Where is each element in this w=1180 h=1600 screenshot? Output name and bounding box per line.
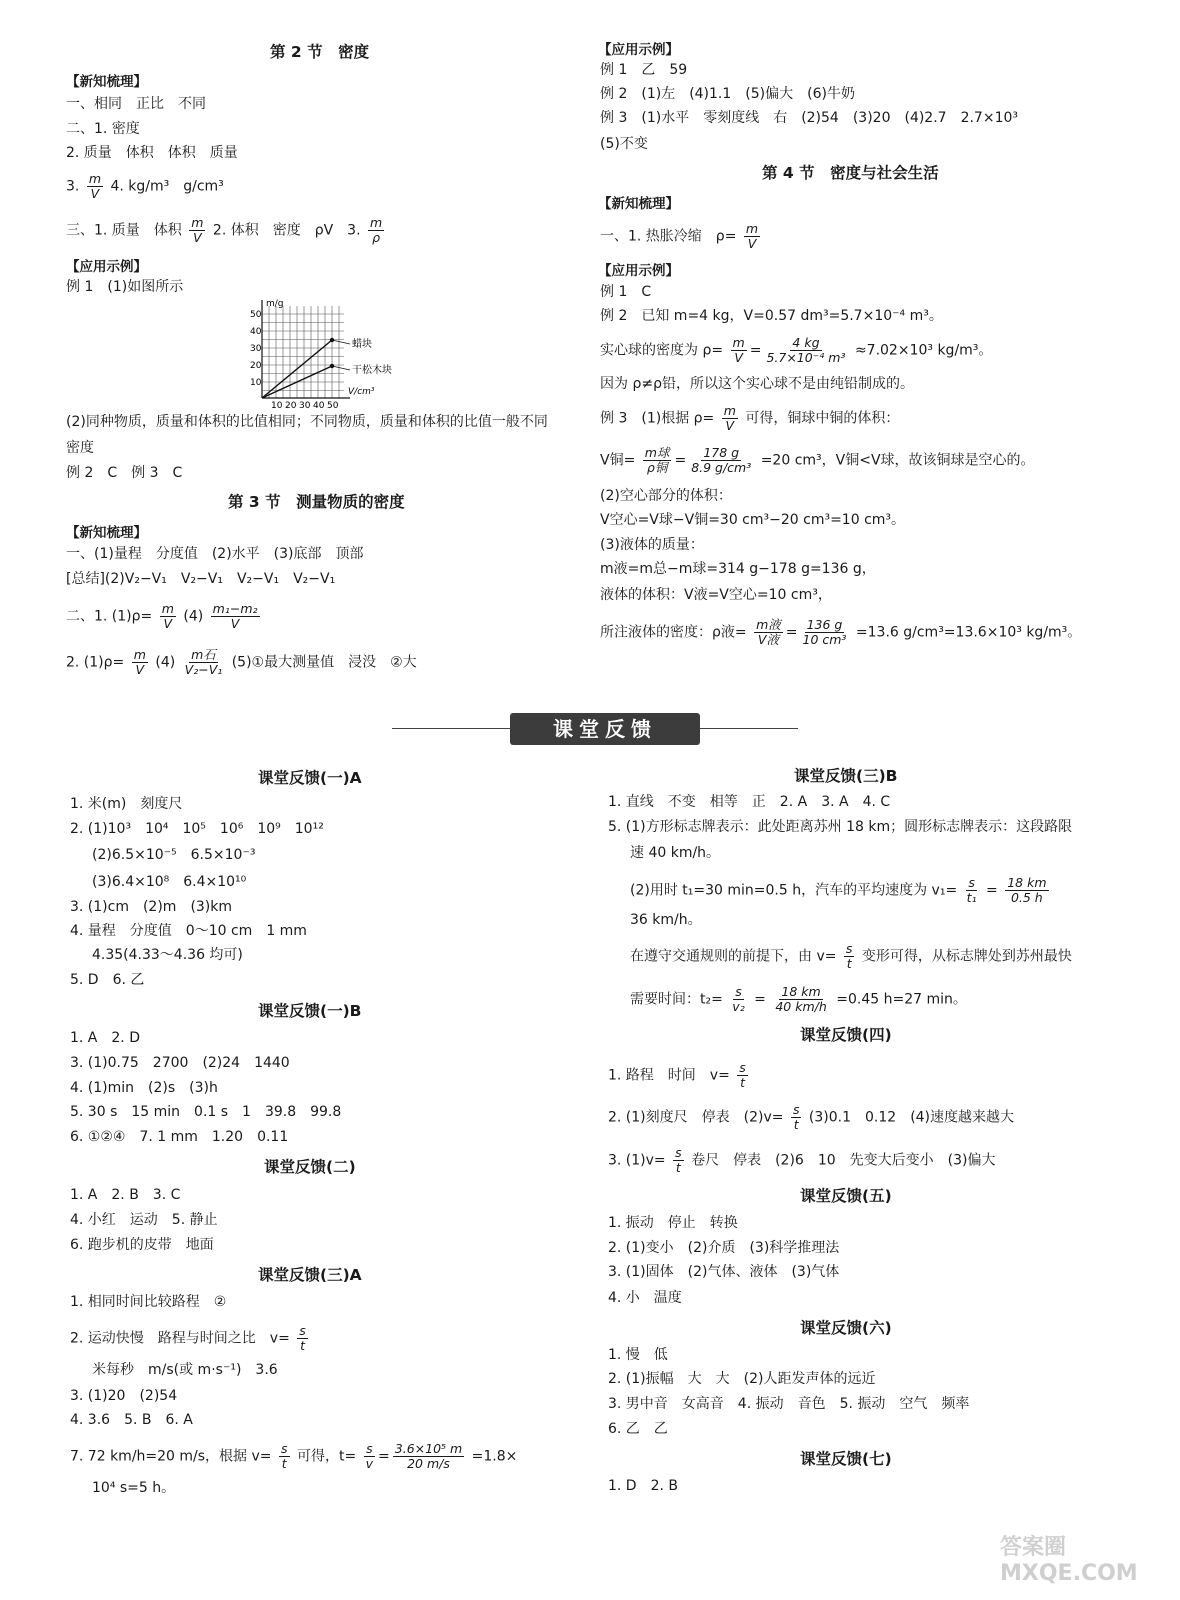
feedback-3a-title: 课堂反馈(三)A — [258, 1266, 362, 1284]
fb6-line: 1. 慢 低 — [608, 1347, 668, 1363]
fb1a-line: (3)6.4×10⁸ 6.4×10¹⁰ — [92, 874, 247, 890]
fraction-s-over-t: $\frac{s}{t}$ — [739, 1060, 746, 1090]
s4-example-3: 例 3 (1)根据 ρ= $\frac{m}{V}$ 可得，铜球中铜的体积： — [600, 403, 900, 433]
watermark-logo: 答案圈 MXQE.COM — [1000, 1535, 1138, 1586]
fb3b-line-3: 速 40 km/h。 — [630, 845, 721, 861]
r-example-3: 例 3 (1)水平 零刻度线 右 (2)54 (3)20 (4)2.7 2.7×10³ — [600, 110, 1018, 126]
fb3a-line-7: 10⁴ s=5 h。 — [92, 1480, 176, 1496]
y-tick: 20 — [250, 361, 262, 371]
x-tick: 20 — [285, 401, 297, 411]
fb1a-line: (2)6.5×10⁻⁵ 6.5×10⁻³ — [92, 847, 256, 863]
tag-new-knowledge: 【新知梳理】 — [66, 525, 147, 541]
s4-example-3-e: (3)液体的质量： — [600, 537, 704, 553]
fraction-mye-over-vye: $\frac{\text{m液}}{\text{V液}}$ — [756, 617, 781, 647]
s2-examples-2-3: 例 2 C 例 3 C — [66, 465, 183, 481]
fb3a-line-2: 2. 运动快慢 路程与时间之比 v= $\frac{s}{t}$ — [70, 1323, 306, 1353]
fraction-m-over-v: $\frac{m}{V}$ — [723, 403, 736, 433]
fraction-distance-over-speed: $\frac{\text{3.6×10⁵ m}}{20 m/s}$ — [394, 1441, 463, 1471]
fb5-line: 1. 振动 停止 转换 — [608, 1215, 738, 1231]
graph-x-label: V/cm³ — [348, 387, 375, 397]
fraction-m-over-v: $\frac{m}{V}$ — [745, 221, 759, 251]
s3-line-3: 二、1. (1)ρ= $\frac{m}{V}$ (4) $\frac{\text{m₁−m₂}}{V}$ — [66, 601, 258, 631]
mass-volume-graph — [232, 296, 412, 411]
fraction-m-over-v: $\frac{m}{V}$ — [88, 171, 101, 201]
s4-example-3-c: (2)空心部分的体积： — [600, 488, 732, 504]
section-2-title: 第 2 节 密度 — [270, 43, 370, 61]
series-label-pine: 干松木块 — [352, 365, 392, 376]
feedback-2-title: 课堂反馈(二) — [264, 1158, 356, 1176]
y-tick: 10 — [250, 378, 262, 388]
s2-line-5: 三、1. 质量 体积 $\frac{m}{V}$ 2. 体积 密度 ρV 3. $\frac{m}{\rho}$ — [66, 215, 383, 245]
s2-example-1: 例 1 (1)如图所示 — [66, 279, 184, 295]
fb7-line-1: 1. D 2. B — [608, 1478, 678, 1494]
s2-line-3: 2. 质量 体积 体积 质量 — [66, 145, 238, 161]
feedback-1a-title: 课堂反馈(一)A — [258, 769, 362, 787]
feedback-4-title: 课堂反馈(四) — [800, 1026, 892, 1044]
fb1a-line: 3. (1)cm (2)m (3)km — [70, 899, 233, 915]
fb3a-line-6: 7. 72 km/h=20 m/s，根据 v= $\frac{s}{t}$ 可得，t= $\frac{s}{v}$ = $\frac{\text{3.6×10⁵ m}}{20 m/s}$ =1.8× — [70, 1441, 518, 1471]
fb1a-line: 1. 米(m) 刻度尺 — [70, 796, 183, 812]
s4-example-1: 例 1 C — [600, 284, 652, 300]
fb1a-line: 2. (1)10³ 10⁴ 10⁵ 10⁶ 10⁹ 10¹² — [70, 821, 324, 837]
feedback-5-title: 课堂反馈(五) — [800, 1187, 892, 1205]
fb3b-line-6: 在遵守交通规则的前提下，由 v= $\frac{s}{t}$ 变形可得，从标志牌处到苏州最快 — [630, 941, 1072, 971]
fraction-s-over-v: $\frac{s}{v}$ — [365, 1441, 374, 1471]
r-example-1: 例 1 乙 59 — [600, 62, 688, 78]
fraction-178g-over-density: $\frac{178 g}{\text{8.9 g/cm³}}$ — [691, 445, 752, 475]
s4-line-1: 一、1. 热胀冷缩 ρ= $\frac{m}{V}$ — [600, 221, 759, 251]
x-tick: 30 — [299, 401, 311, 411]
s4-example-3-g: 液体的体积：V液=V空心=10 cm³， — [600, 587, 832, 603]
fb6-line: 6. 乙 乙 — [608, 1421, 668, 1437]
fb1b-line: 6. ①②④ 7. 1 mm 1.20 0.11 — [70, 1129, 289, 1145]
graph-grid — [262, 306, 344, 398]
tag-new-knowledge: 【新知梳理】 — [66, 74, 147, 90]
fraction-mqiu-over-rhotong: $\frac{\text{m球}}{\text{ρ铜}}$ — [644, 445, 670, 475]
fb3b-line-2: 5. (1)方形标志牌表示：此处距离苏州 18 km；圆形标志牌表示：这段路限 — [608, 819, 1073, 835]
fb3a-line-1: 1. 相同时间比较路程 ② — [70, 1294, 227, 1310]
tag-application: 【应用示例】 — [598, 42, 679, 58]
fraction-18km-over-40kmh: $\frac{18 km}{40 km/h}$ — [775, 984, 827, 1014]
fb5-line: 4. 小 温度 — [608, 1290, 682, 1306]
s3-line-2: [总结](2)V₂−V₁ V₂−V₁ V₂−V₁ V₂−V₁ — [66, 571, 336, 587]
fb5-line: 3. (1)固体 (2)气体、液体 (3)气体 — [608, 1264, 840, 1280]
fraction-s-over-t: $\frac{s}{t}$ — [845, 941, 853, 971]
fb3a-line-5: 4. 3.6 5. B 6. A — [70, 1412, 193, 1428]
fraction-s-over-t: $\frac{s}{t}$ — [299, 1323, 306, 1353]
s4-example-2: 例 2 已知 m=4 kg，V=0.57 dm³=5.7×10⁻⁴ m³。 — [600, 308, 943, 324]
fraction-136g-over-10cm3: $\frac{136 g}{\text{10 cm³}}$ — [802, 617, 847, 647]
fb1b-line: 4. (1)min (2)s (3)h — [70, 1080, 218, 1096]
fb4-line-2: 2. (1)刻度尺 停表 (2)v= $\frac{s}{t}$ (3)0.1 0.12 (4)速度越来越大 — [608, 1102, 1015, 1132]
section-3-title: 第 3 节 测量物质的密度 — [228, 493, 405, 511]
fb4-line-1: 1. 路程 时间 v= $\frac{s}{t}$ — [608, 1060, 746, 1090]
fraction-4kg-over-vol: $\frac{4 kg}{\text{5.7×10⁻⁴ m³}}$ — [766, 335, 846, 365]
fb2-line: 1. A 2. B 3. C — [70, 1187, 181, 1203]
fb1a-line: 4.35(4.33～4.36 均可) — [92, 947, 243, 963]
s4-example-3-d: V空心=V球−V铜=30 cm³−20 cm³=10 cm³。 — [600, 512, 906, 528]
fraction-18km-over-05h: $\frac{18 km}{0.5 h}$ — [1007, 875, 1047, 905]
fb3b-line-1: 1. 直线 不变 相等 正 2. A 3. A 4. C — [608, 794, 891, 810]
x-tick: 40 — [313, 401, 325, 411]
fb4-line-3: 3. (1)v= $\frac{s}{t}$ 卷尺 停表 (2)6 10 先变大后变小 (3)偏大 — [608, 1145, 996, 1175]
fraction-m1-m2-over-v: $\frac{\text{m₁−m₂}}{V}$ — [212, 601, 258, 631]
feedback-3b-title: 课堂反馈(三)B — [794, 767, 898, 785]
s2-line-4: 3. $\frac{m}{V}$ 4. kg/m³ g/cm³ — [66, 171, 224, 201]
fraction-m-over-rho: $\frac{m}{\rho}$ — [370, 215, 383, 245]
fb3b-line-4: (2)用时 t₁=30 min=0.5 h，汽车的平均速度为 v₁= $\frac{s}{\text{t₁}}$ = $\frac{18 km}{0.5 h}$ — [630, 875, 1047, 905]
x-tick: 10 — [271, 401, 283, 411]
fb6-line: 2. (1)振幅 大 大 (2)人距发声体的远近 — [608, 1371, 876, 1387]
section-4-title: 第 4 节 密度与社会生活 — [762, 164, 939, 182]
fraction-s-over-v2: $\frac{s}{\text{v₂}}$ — [732, 984, 745, 1014]
series-label-wax: 蜡块 — [352, 339, 372, 350]
s2-line-2: 二、1. 密度 — [66, 121, 140, 137]
fb3b-line-7: 需要时间：t₂= $\frac{s}{\text{v₂}}$ = $\frac{18 km}{40 km/h}$ =0.45 h=27 min。 — [630, 984, 967, 1014]
r-example-3-b: (5)不变 — [600, 136, 648, 152]
banner-rule-left — [392, 728, 510, 729]
fb5-line: 2. (1)变小 (2)介质 (3)科学推理法 — [608, 1240, 840, 1256]
fraction-m-over-v: $\frac{m}{V}$ — [161, 601, 174, 631]
graph-y-label: m/g — [266, 299, 284, 309]
y-tick: 50 — [250, 310, 262, 320]
fraction-s-over-t: $\frac{s}{t}$ — [675, 1145, 682, 1175]
s3-line-4: 2. (1)ρ= $\frac{m}{V}$ (4) $\frac{\text{m石}}{\text{V₂−V₁}}$ (5)①最大测量值 浸没 ②大 — [66, 647, 417, 677]
fraction-s-over-t: $\frac{s}{t}$ — [280, 1441, 288, 1471]
feedback-7-title: 课堂反馈(七) — [800, 1450, 892, 1468]
fb1b-line: 1. A 2. D — [70, 1030, 140, 1046]
feedback-1b-title: 课堂反馈(一)B — [258, 1002, 362, 1020]
fraction-m-over-v: $\frac{m}{V}$ — [133, 647, 146, 677]
banner-rule-right — [700, 728, 798, 729]
s4-example-3-h: 所注液体的密度：ρ液= $\frac{\text{m液}}{\text{V液}}$ = $\frac{136 g}{\text{10 cm³}}$ =13.6 g/cm³=13.6×10³ kg/m³。 — [600, 617, 1082, 647]
y-tick: 40 — [250, 327, 262, 337]
tag-new-knowledge: 【新知梳理】 — [598, 196, 679, 212]
fb3a-line-4: 3. (1)20 (2)54 — [70, 1388, 178, 1404]
fraction-m-over-v: $\frac{m}{V}$ — [191, 215, 204, 245]
s2-example-1-part-2: (2)同种物质，质量和体积的比值相同；不同物质，质量和体积的比值一般不同 — [66, 414, 548, 430]
s4-example-2-b: 实心球的密度为 ρ= $\frac{m}{V}$ = $\frac{4 kg}{\text{5.7×10⁻⁴ m³}}$ ≈7.02×10³ kg/m³。 — [600, 335, 993, 365]
s4-example-3-b: V铜= $\frac{\text{m球}}{\text{ρ铜}}$ = $\frac{178 g}{\text{8.9 g/cm³}}$ =20 cm³，V铜<V球，故该铜球是空心的。 — [600, 445, 1035, 475]
fb1b-line: 5. 30 s 15 min 0.1 s 1 39.8 99.8 — [70, 1104, 342, 1120]
feedback-6-title: 课堂反馈(六) — [800, 1319, 892, 1337]
s2-example-1-part-3: 密度 — [66, 440, 94, 456]
fb2-line: 4. 小红 运动 5. 静止 — [70, 1212, 218, 1228]
fraction-s-over-t1: $\frac{s}{\text{t₁}}$ — [966, 875, 977, 905]
x-tick: 50 — [327, 401, 339, 411]
s4-example-2-c: 因为 ρ≠ρ铅，所以这个实心球不是由纯铅制成的。 — [600, 376, 914, 392]
tag-application: 【应用示例】 — [598, 263, 679, 279]
y-tick: 30 — [250, 344, 262, 354]
s4-example-3-f: m液=m总−m球=314 g−178 g=136 g， — [600, 561, 876, 577]
fb1a-line: 5. D 6. 乙 — [70, 972, 145, 988]
fraction-s-over-t: $\frac{s}{t}$ — [792, 1102, 800, 1132]
s3-line-1: 一、(1)量程 分度值 (2)水平 (3)底部 顶部 — [66, 546, 364, 562]
fb1a-line: 4. 量程 分度值 0～10 cm 1 mm — [70, 923, 307, 939]
fb1b-line: 3. (1)0.75 2700 (2)24 1440 — [70, 1055, 290, 1071]
fraction-mstone-over-dv: $\frac{\text{m石}}{\text{V₂−V₁}}$ — [184, 647, 223, 677]
fb3b-line-5: 36 km/h。 — [630, 912, 702, 928]
fb2-line: 6. 跑步机的皮带 地面 — [70, 1237, 214, 1253]
fraction-m-over-v: $\frac{m}{V}$ — [732, 335, 745, 365]
s2-line-1: 一、相同 正比 不同 — [66, 96, 206, 112]
fb3a-line-3: 米每秒 m/s(或 m·s⁻¹) 3.6 — [92, 1362, 278, 1378]
fb6-line: 3. 男中音 女高音 4. 振动 音色 5. 振动 空气 频率 — [608, 1396, 970, 1412]
r-example-2: 例 2 (1)左 (4)1.1 (5)偏大 (6)牛奶 — [600, 86, 855, 102]
section-banner: 课堂反馈 — [510, 713, 700, 745]
tag-application: 【应用示例】 — [66, 259, 147, 275]
